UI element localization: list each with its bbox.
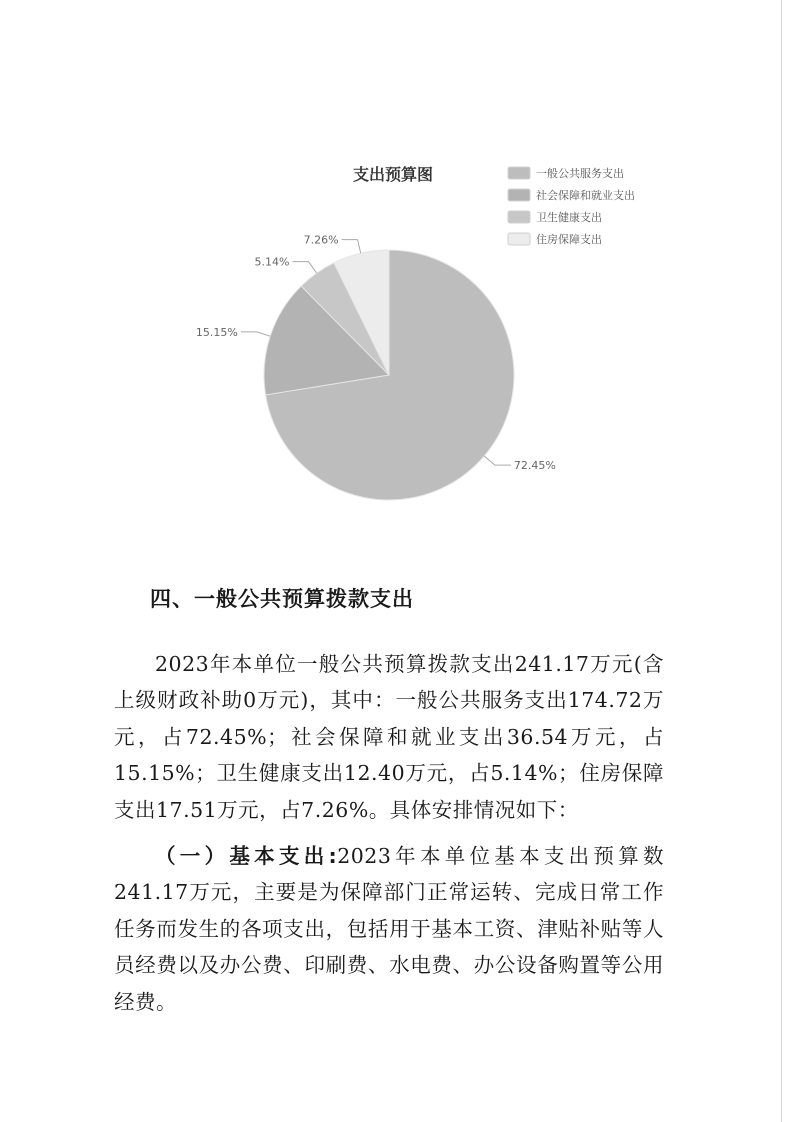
pie-data-label: 72.45% [513, 459, 556, 473]
legend-swatch [508, 189, 530, 201]
pie-slices [264, 250, 514, 500]
chart-title: 支出预算图 [352, 165, 434, 184]
legend-swatch [508, 167, 530, 179]
section-heading: 四、一般公共预算拨款支出 [150, 587, 414, 611]
pie-data-label: 5.14% [254, 255, 290, 269]
pie-data-label: 15.15% [195, 325, 238, 339]
legend-swatch [508, 233, 530, 245]
pie-leader-line [241, 332, 270, 336]
legend-label: 社会保障和就业支出 [536, 189, 635, 202]
paragraph-budget-summary: 2023年本单位一般公共预算拨款支出241.17万元(含上级财政补助0万元)，其中：一般公共服务支出174.72万元，占72.45%；社会保障和就业支出36.54万元，占15.15%；卫生健康支出12.40万元，占5.14%；住房保障支出17.51万元，占7.26%。具体安排情况如下： [114, 651, 664, 822]
legend-label: 住房保障支出 [536, 233, 602, 246]
paragraph-subheading: （一）基本支出: [155, 843, 338, 868]
pie-leader-line [293, 262, 317, 273]
pie-leader-line [342, 240, 361, 254]
legend-label: 一般公共服务支出 [536, 167, 624, 180]
pie-chart [0, 0, 793, 560]
legend-swatch [508, 211, 530, 223]
pie-leader-line [484, 456, 511, 465]
pie-data-label: 7.26% [303, 233, 339, 247]
chart-legend [508, 166, 635, 246]
paragraph-basic-expenditure-text: 2023年本单位基本支出预算数241.17万元，主要是为保障部门正常运转、完成日常工作任务而发生的各项支出，包括用于基本工资、津贴补贴等人员经费以及办公费、印刷费、水电费、办公设备购置等公用经费。 [114, 843, 665, 1014]
legend-label: 卫生健康支出 [536, 211, 602, 224]
paragraph-basic-expenditure [114, 838, 664, 1021]
